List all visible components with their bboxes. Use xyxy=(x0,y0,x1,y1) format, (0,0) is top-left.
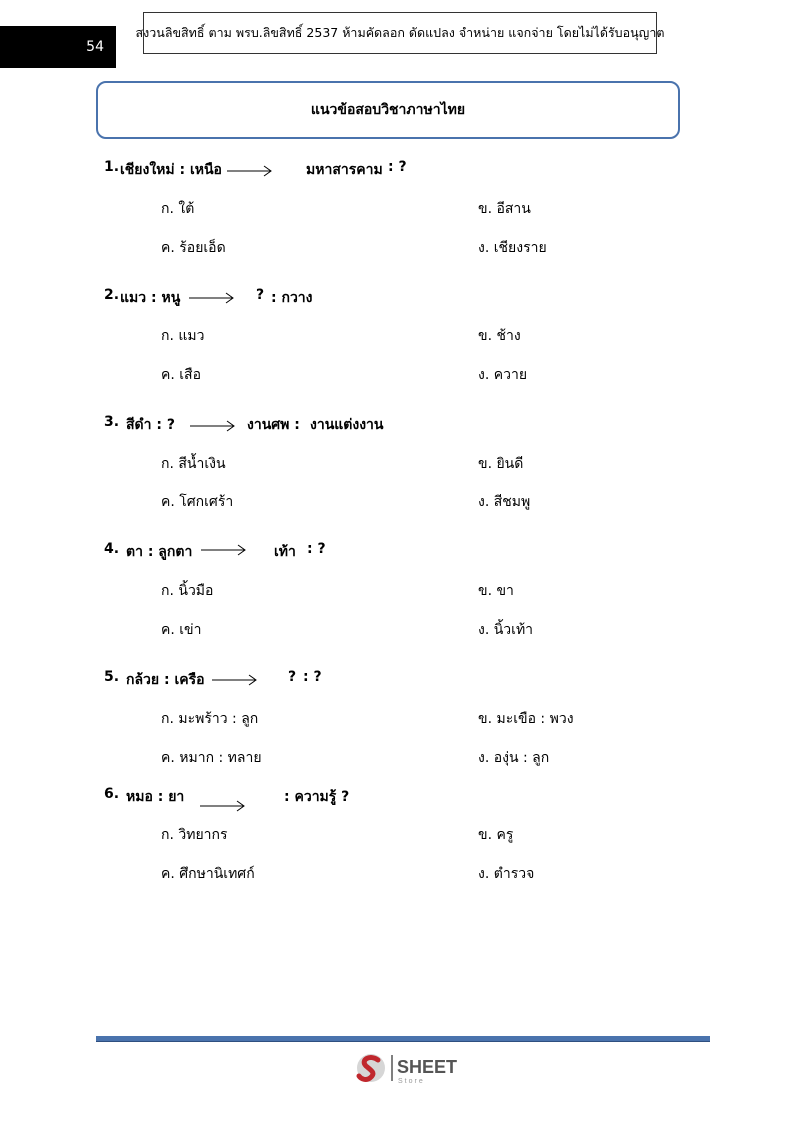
question-pair-suffix: : กวาง xyxy=(271,290,313,306)
option-d[interactable]: ง. ควาย xyxy=(478,367,528,383)
question-pair-suffix: : ? xyxy=(307,541,326,557)
option-b[interactable]: ข. ช้าง xyxy=(478,328,521,344)
question-1 xyxy=(104,159,504,183)
question-pair-left: ตา : ลูกตา xyxy=(126,544,193,560)
question-5 xyxy=(104,669,504,693)
option-d[interactable]: ง. เชียงราย xyxy=(478,240,547,256)
option-c[interactable]: ค. ร้อยเอ็ด xyxy=(161,240,226,256)
question-number: 3. xyxy=(104,414,120,430)
question-3 xyxy=(104,414,504,438)
option-a[interactable]: ก. แมว xyxy=(161,328,205,344)
arrow-icon xyxy=(212,674,258,686)
option-a[interactable]: ก. นิ้วมือ xyxy=(161,583,214,599)
question-pair-left: เชียงใหม่ : เหนือ xyxy=(120,162,222,178)
option-d[interactable]: ง. นิ้วเท้า xyxy=(478,622,534,638)
question-pair-suffix: : ? xyxy=(303,669,322,685)
question-pair-right: : ความรู้ ? xyxy=(284,789,350,805)
arrow-icon xyxy=(227,165,273,177)
option-b[interactable]: ข. มะเขือ : พวง xyxy=(478,711,574,727)
option-b[interactable]: ข. อีสาน xyxy=(478,201,531,217)
question-4 xyxy=(104,541,504,565)
question-6 xyxy=(104,786,504,810)
question-pair-left: แมว : หนู xyxy=(120,290,181,306)
option-b[interactable]: ข. ขา xyxy=(478,583,514,599)
option-c[interactable]: ค. เข่า xyxy=(161,622,202,638)
question-pair-right: ? xyxy=(256,287,265,303)
question-2 xyxy=(104,287,504,311)
copyright-notice: สงวนลิขสิทธิ์ ตาม พรบ.ลิขสิทธิ์ 2537 ห้ามคัดลอก ดัดแปลง จำหน่าย แจกจ่าย โดยไม่ได้รับอนุญาต xyxy=(143,12,657,54)
option-c[interactable]: ค. ศึกษานิเทศก์ xyxy=(161,866,255,882)
svg-text:SHEET: SHEET xyxy=(397,1057,458,1077)
option-b[interactable]: ข. ครู xyxy=(478,827,514,843)
question-pair-left: กล้วย : เครือ xyxy=(126,672,205,688)
arrow-icon xyxy=(189,292,235,304)
question-number: 5. xyxy=(104,669,120,685)
question-pair-left: สีดำ : ? xyxy=(126,417,175,433)
question-pair-suffix: งานแต่งงาน xyxy=(310,417,384,433)
question-number: 2. xyxy=(104,287,120,303)
question-pair-left: หมอ : ยา xyxy=(126,789,185,805)
question-pair-suffix: : ? xyxy=(388,159,407,175)
option-a[interactable]: ก. มะพร้าว : ลูก xyxy=(161,711,259,727)
option-d[interactable]: ง. สีชมพู xyxy=(478,494,531,510)
sheet-store-logo xyxy=(354,1048,474,1088)
option-d[interactable]: ง. ตำรวจ xyxy=(478,866,535,882)
option-a[interactable]: ก. สีน้ำเงิน xyxy=(161,456,226,472)
option-c[interactable]: ค. หมาก : ทลาย xyxy=(161,750,262,766)
option-b[interactable]: ข. ยินดี xyxy=(478,456,524,472)
question-pair-right: ? xyxy=(288,669,297,685)
question-number: 1. xyxy=(104,159,120,175)
question-pair-right: งานศพ : xyxy=(247,417,300,433)
question-number: 4. xyxy=(104,541,120,557)
option-a[interactable]: ก. วิทยากร xyxy=(161,827,228,843)
page-number: 54 xyxy=(0,26,116,68)
page-title: แนวข้อสอบวิชาภาษาไทย xyxy=(96,81,680,139)
question-pair-right: เท้า xyxy=(274,544,296,560)
arrow-icon xyxy=(201,544,247,556)
option-c[interactable]: ค. โศกเศร้า xyxy=(161,494,234,510)
option-c[interactable]: ค. เสือ xyxy=(161,367,202,383)
option-a[interactable]: ก. ใต้ xyxy=(161,201,195,217)
arrow-icon xyxy=(190,420,236,432)
arrow-icon xyxy=(200,800,246,812)
question-number: 6. xyxy=(104,786,120,802)
question-pair-right: มหาสารคาม xyxy=(306,162,383,178)
option-d[interactable]: ง. องุ่น : ลูก xyxy=(478,750,550,766)
svg-text:Store: Store xyxy=(398,1078,425,1085)
footer-divider xyxy=(96,1036,710,1042)
